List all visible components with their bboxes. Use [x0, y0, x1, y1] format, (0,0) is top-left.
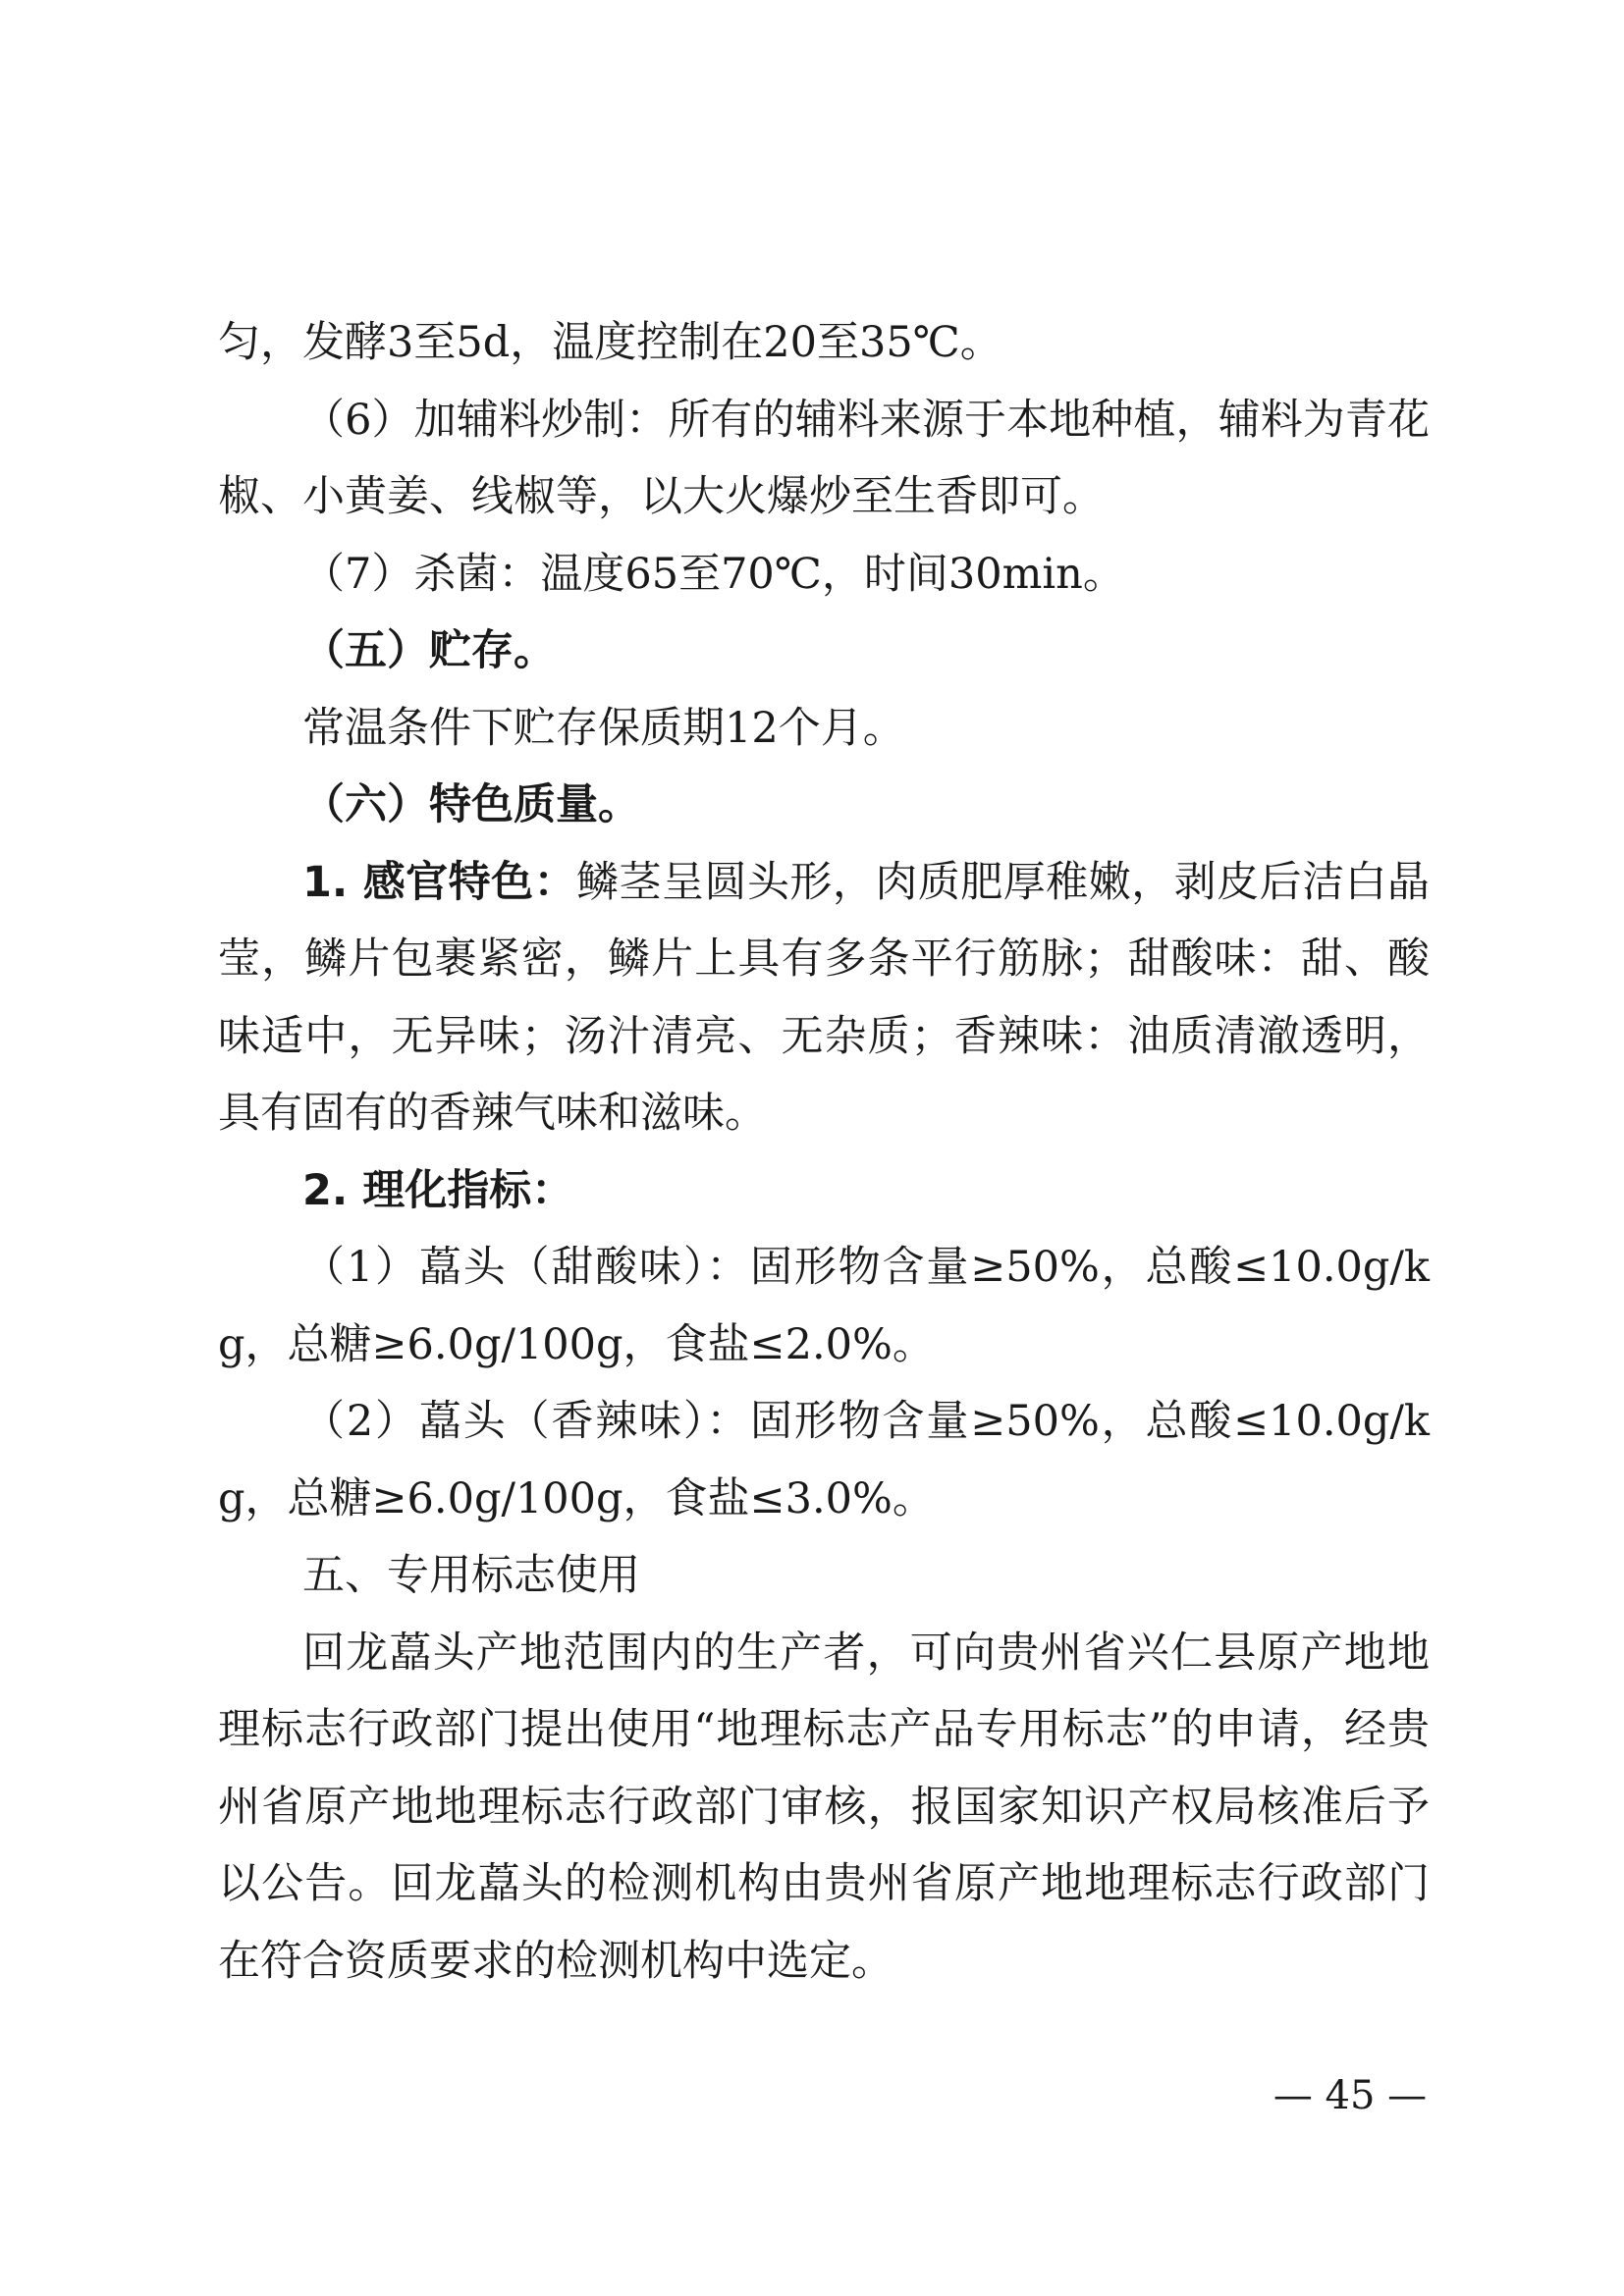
sensory-text: 鳞茎呈圆头形，肉质肥厚稚嫩，剥皮后洁白晶莹，鳞片包裹紧密，鳞片上具有多条平行筋脉；甜酸味：甜、酸味适中，无异味；汤汁清亮、无杂质；香辣味：油质清澈透明，具有固有的香辣气味和滋味。 — [218, 857, 1431, 1138]
paragraph-fermentation: 匀，发酵3至5d，温度控制在20至35℃。 — [218, 318, 1002, 367]
paragraph-storage: 常温条件下贮存保质期12个月。 — [302, 703, 905, 753]
page-number: — 45 — — [1272, 2073, 1428, 2118]
paragraph-sensory — [218, 844, 1430, 1152]
paragraph-mark-usage: 回龙藠头产地范围内的生产者，可向贵州省兴仁县原产地地理标志行政部门提出使用“地理标志产品专用标志”的申请，经贵州省原产地地理标志行政部门审核，报国家知识产权局核准后予以公告。回龙藠头的检测机构由贵州省原产地地理标志行政部门在符合资质要求的检测机构中选定。 — [218, 1628, 1430, 1986]
paragraph-sterilize: （7）杀菌：温度65至70℃，时间30min。 — [302, 549, 1125, 599]
paragraph-spicy: （2）藠头（香辣味）：固形物含量≥50%，总酸≤10.0g/kg，总糖≥6.0g/100g，食盐≤3.0%。 — [218, 1397, 1430, 1523]
sensory-lead: 1. 感官特色： — [302, 857, 577, 907]
subheading-physicochemical: 2. 理化指标： — [302, 1165, 574, 1215]
paragraph-sweet-sour: （1）藠头（甜酸味）：固形物含量≥50%，总酸≤10.0g/kg，总糖≥6.0g/100g，食盐≤2.0%。 — [218, 1243, 1430, 1369]
section-heading-quality: （六）特色质量。 — [302, 780, 640, 829]
paragraph-stir-fry: （6）加辅料炒制：所有的辅料来源于本地种植，辅料为青花椒、小黄姜、线椒等，以大火爆炒至生香即可。 — [218, 395, 1430, 521]
document-body — [218, 304, 1430, 2000]
section-heading-storage: （五）贮存。 — [302, 626, 556, 675]
section-heading-mark-usage: 五、专用标志使用 — [302, 1551, 640, 1600]
